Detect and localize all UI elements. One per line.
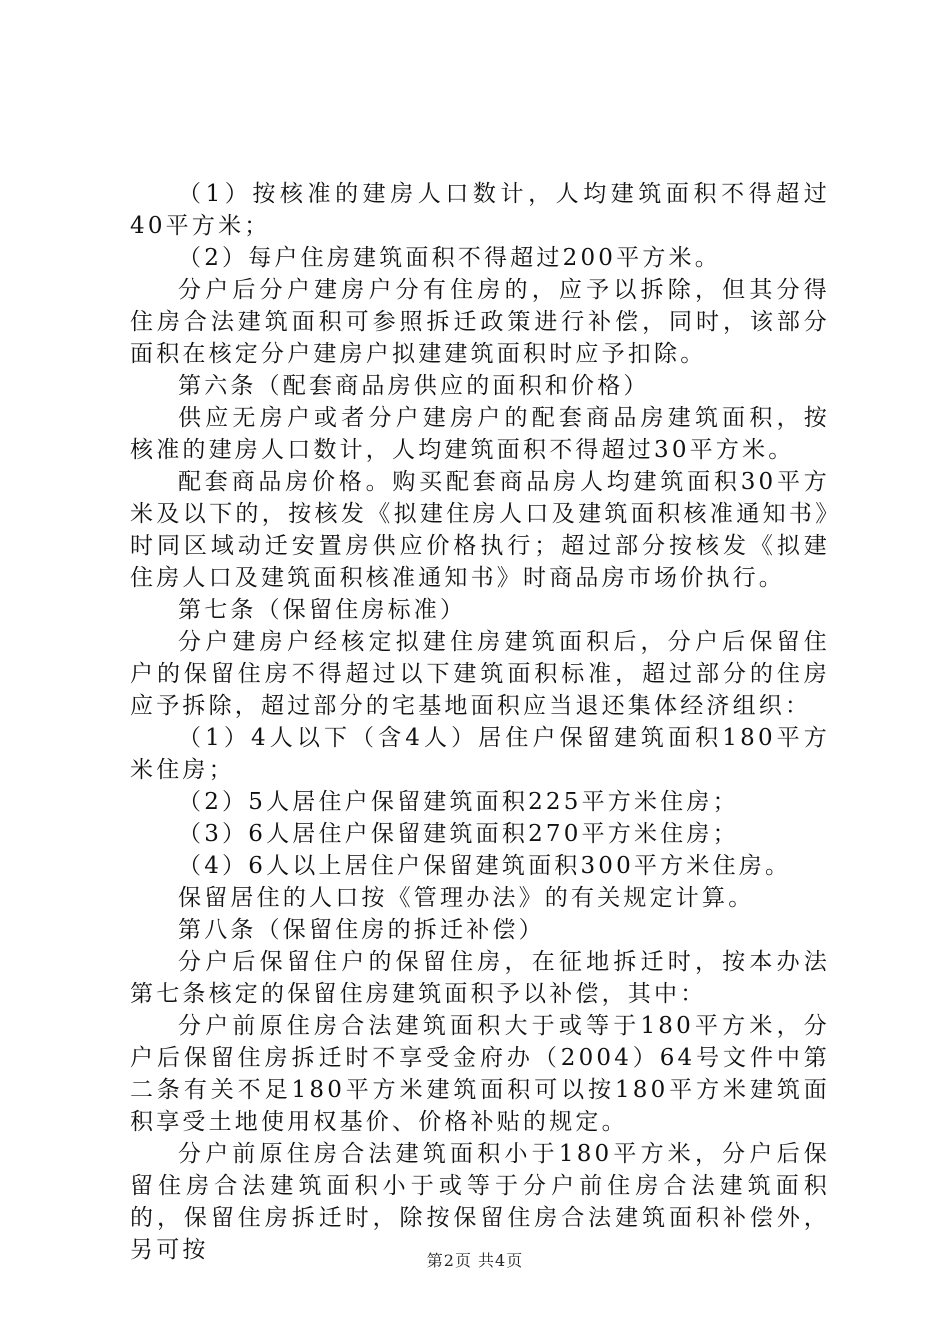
- paragraph-supply-price: 配套商品房价格。购买配套商品房人均建筑面积30平方米及以下的，按核发《拟建住房人口及建筑面积核准通知书》时同区域动迁安置房供应价格执行；超过部分按核发《拟建住房人口及建筑面积核准通知书》时商品房市场价执行。: [130, 469, 830, 591]
- list-item-standard-1: （1）4人以下（含4人）居住户保留建筑面积180平方米住房；: [130, 725, 830, 783]
- document-body: [130, 178, 830, 1266]
- paragraph-retained-compensation: 分户后保留住户的保留住房，在征地拆迁时，按本办法第七条核定的保留住房建筑面积予以补偿，其中：: [130, 949, 830, 1007]
- list-item-1: （1）按核准的建房人口数计，人均建筑面积不得超过40平方米；: [130, 181, 830, 239]
- paragraph-retained-standard: 分户建房户经核定拟建住房建筑面积后，分户后保留住户的保留住房不得超过以下建筑面积标准，超过部分的住房应予拆除，超过部分的宅基地面积应当退还集体经济组织：: [130, 629, 830, 719]
- list-item-standard-2: （2）5人居住户保留建筑面积225平方米住房；: [178, 789, 739, 815]
- article-7-heading: 第七条（保留住房标准）: [178, 597, 467, 623]
- paragraph-split-house: 分户后分户建房户分有住房的，应予以拆除，但其分得住房合法建筑面积可参照拆迁政策进行补偿，同时，该部分面积在核定分户建房户拟建建筑面积时应予扣除。: [130, 277, 830, 367]
- article-8-heading: 第八条（保留住房的拆迁补偿）: [178, 917, 545, 943]
- paragraph-supply-area: 供应无房户或者分户建房户的配套商品房建筑面积，按核准的建房人口数计，人均建筑面积不得超过30平方米。: [130, 405, 830, 463]
- paragraph-area-below-180: 分户前原住房合法建筑面积小于180平方米，分户后保留住房合法建筑面积小于或等于分户前住房合法建筑面积的，保留住房拆迁时，除按保留住房合法建筑面积补偿外，另可按: [130, 1141, 830, 1263]
- paragraph-area-above-180: 分户前原住房合法建筑面积大于或等于180平方米，分户后保留住房拆迁时不享受金府办（2004）64号文件中第二条有关不足180平方米建筑面积可以按180平方米建筑面积享受土地使用权基价、价格补贴的规定。: [130, 1013, 830, 1135]
- list-item-2: （2）每户住房建筑面积不得超过200平方米。: [178, 245, 721, 271]
- paragraph-population-rule: 保留居住的人口按《管理办法》的有关规定计算。: [178, 885, 755, 911]
- list-item-standard-3: （3）6人居住户保留建筑面积270平方米住房；: [178, 821, 739, 847]
- page-number-footer: 第2页 共4页: [426, 1251, 524, 1270]
- list-item-standard-4: （4）6人以上居住户保留建筑面积300平方米住房。: [178, 853, 792, 879]
- article-6-heading: 第六条（配套商品房供应的面积和价格）: [178, 373, 650, 399]
